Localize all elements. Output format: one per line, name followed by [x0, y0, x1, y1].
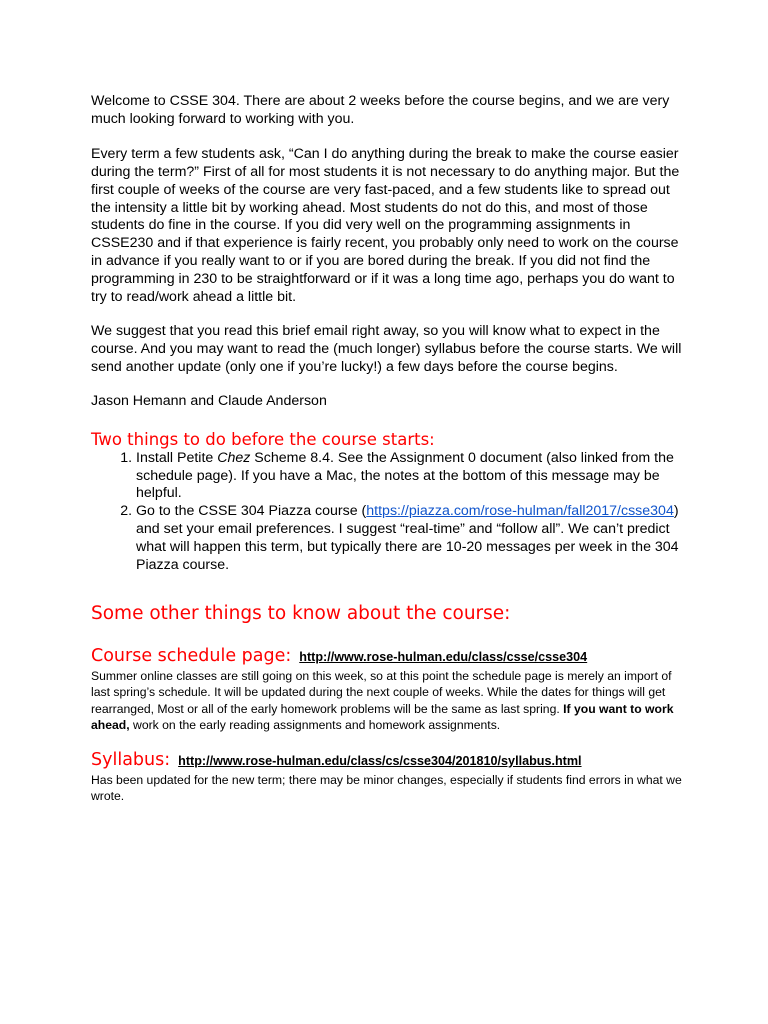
todo-item-install-italic: Chez	[217, 449, 251, 466]
todo-item-install	[136, 450, 691, 504]
schedule-text-pre: Summer online classes are still going on this week, so at this point the schedule page is merely an import of last spring’s schedule. It will be updated during the next couple of weeks. While the dates for things will get rearranged, Most or all of the early homework problems will be the same as last spring.	[91, 668, 672, 716]
syllabus-heading	[91, 749, 691, 772]
syllabus-label: Syllabus:	[91, 750, 171, 771]
todo-item-piazza-pre: Go to the CSSE 304 Piazza course (	[136, 503, 367, 520]
two-things-heading: Two things to do before the course starts:	[91, 429, 435, 449]
email-document	[91, 93, 691, 805]
piazza-link[interactable]: https://piazza.com/rose-hulman/fall2017/csse304	[366, 503, 674, 520]
intro-paragraph: Welcome to CSSE 304. There are about 2 weeks before the course begins, and we are very much looking forward to working with you.	[91, 93, 670, 127]
schedule-heading	[91, 645, 691, 668]
todo-item-piazza	[136, 503, 691, 575]
schedule-text-bold: If you want to work ahead,	[91, 701, 674, 732]
signature: Jason Hemann and Claude Anderson	[91, 392, 327, 409]
todo-item-install-post: Scheme 8.4. See the Assignment 0 document (also linked from the schedule page). If you have a Mac, the notes at the bottom of this message may be helpful.	[136, 449, 674, 502]
break-advice-paragraph: Every term a few students ask, “Can I do anything during the break to make the course easier during the term?” First of all for most students it is not necessary to do anything major. But the first couple of weeks of the course are very fast-paced, and a few students like to spread out the intensity a little bit by working ahead. Most students do not do this, and most of those students do fine in the course. If you did very well on the programming assignments in CSSE230 and if that experience is fairly recent, you probably only need to work on the course in advance if you really want to or if you are bored during the break. If you did not find the programming in 230 to be straightforward or if it was a long time ago, perhaps you do want to try to read/work ahead a little bit.	[91, 145, 680, 306]
schedule-label: Course schedule page:	[91, 645, 292, 666]
syllabus-link[interactable]: http://www.rose-hulman.edu/class/cs/csse304/201810/syllabus.html	[178, 754, 582, 769]
todo-list	[91, 450, 691, 575]
schedule-paragraph	[91, 668, 691, 733]
suggestion-paragraph: We suggest that you read this brief email right away, so you will know what to expect in the course. And you may want to read the (much longer) syllabus before the course starts. We will send another update (only one if you’re lucky!) a few days before the course begins.	[91, 322, 682, 375]
other-things-heading: Some other things to know about the course:	[91, 602, 511, 624]
schedule-link[interactable]: http://www.rose-hulman.edu/class/csse/csse304	[299, 649, 588, 664]
todo-item-piazza-post: ) and set your email preferences. I suggest “real-time” and “follow all”. We can’t predict what will happen this term, but typically there are 10-20 messages per week in the 304 Piazza course.	[136, 503, 679, 574]
schedule-text-post: work on the early reading assignments and homework assignments.	[129, 717, 501, 732]
todo-item-install-pre: Install Petite	[136, 449, 218, 466]
syllabus-paragraph: Has been updated for the new term; there may be minor changes, especially if students find errors in what we wrote.	[91, 773, 682, 804]
